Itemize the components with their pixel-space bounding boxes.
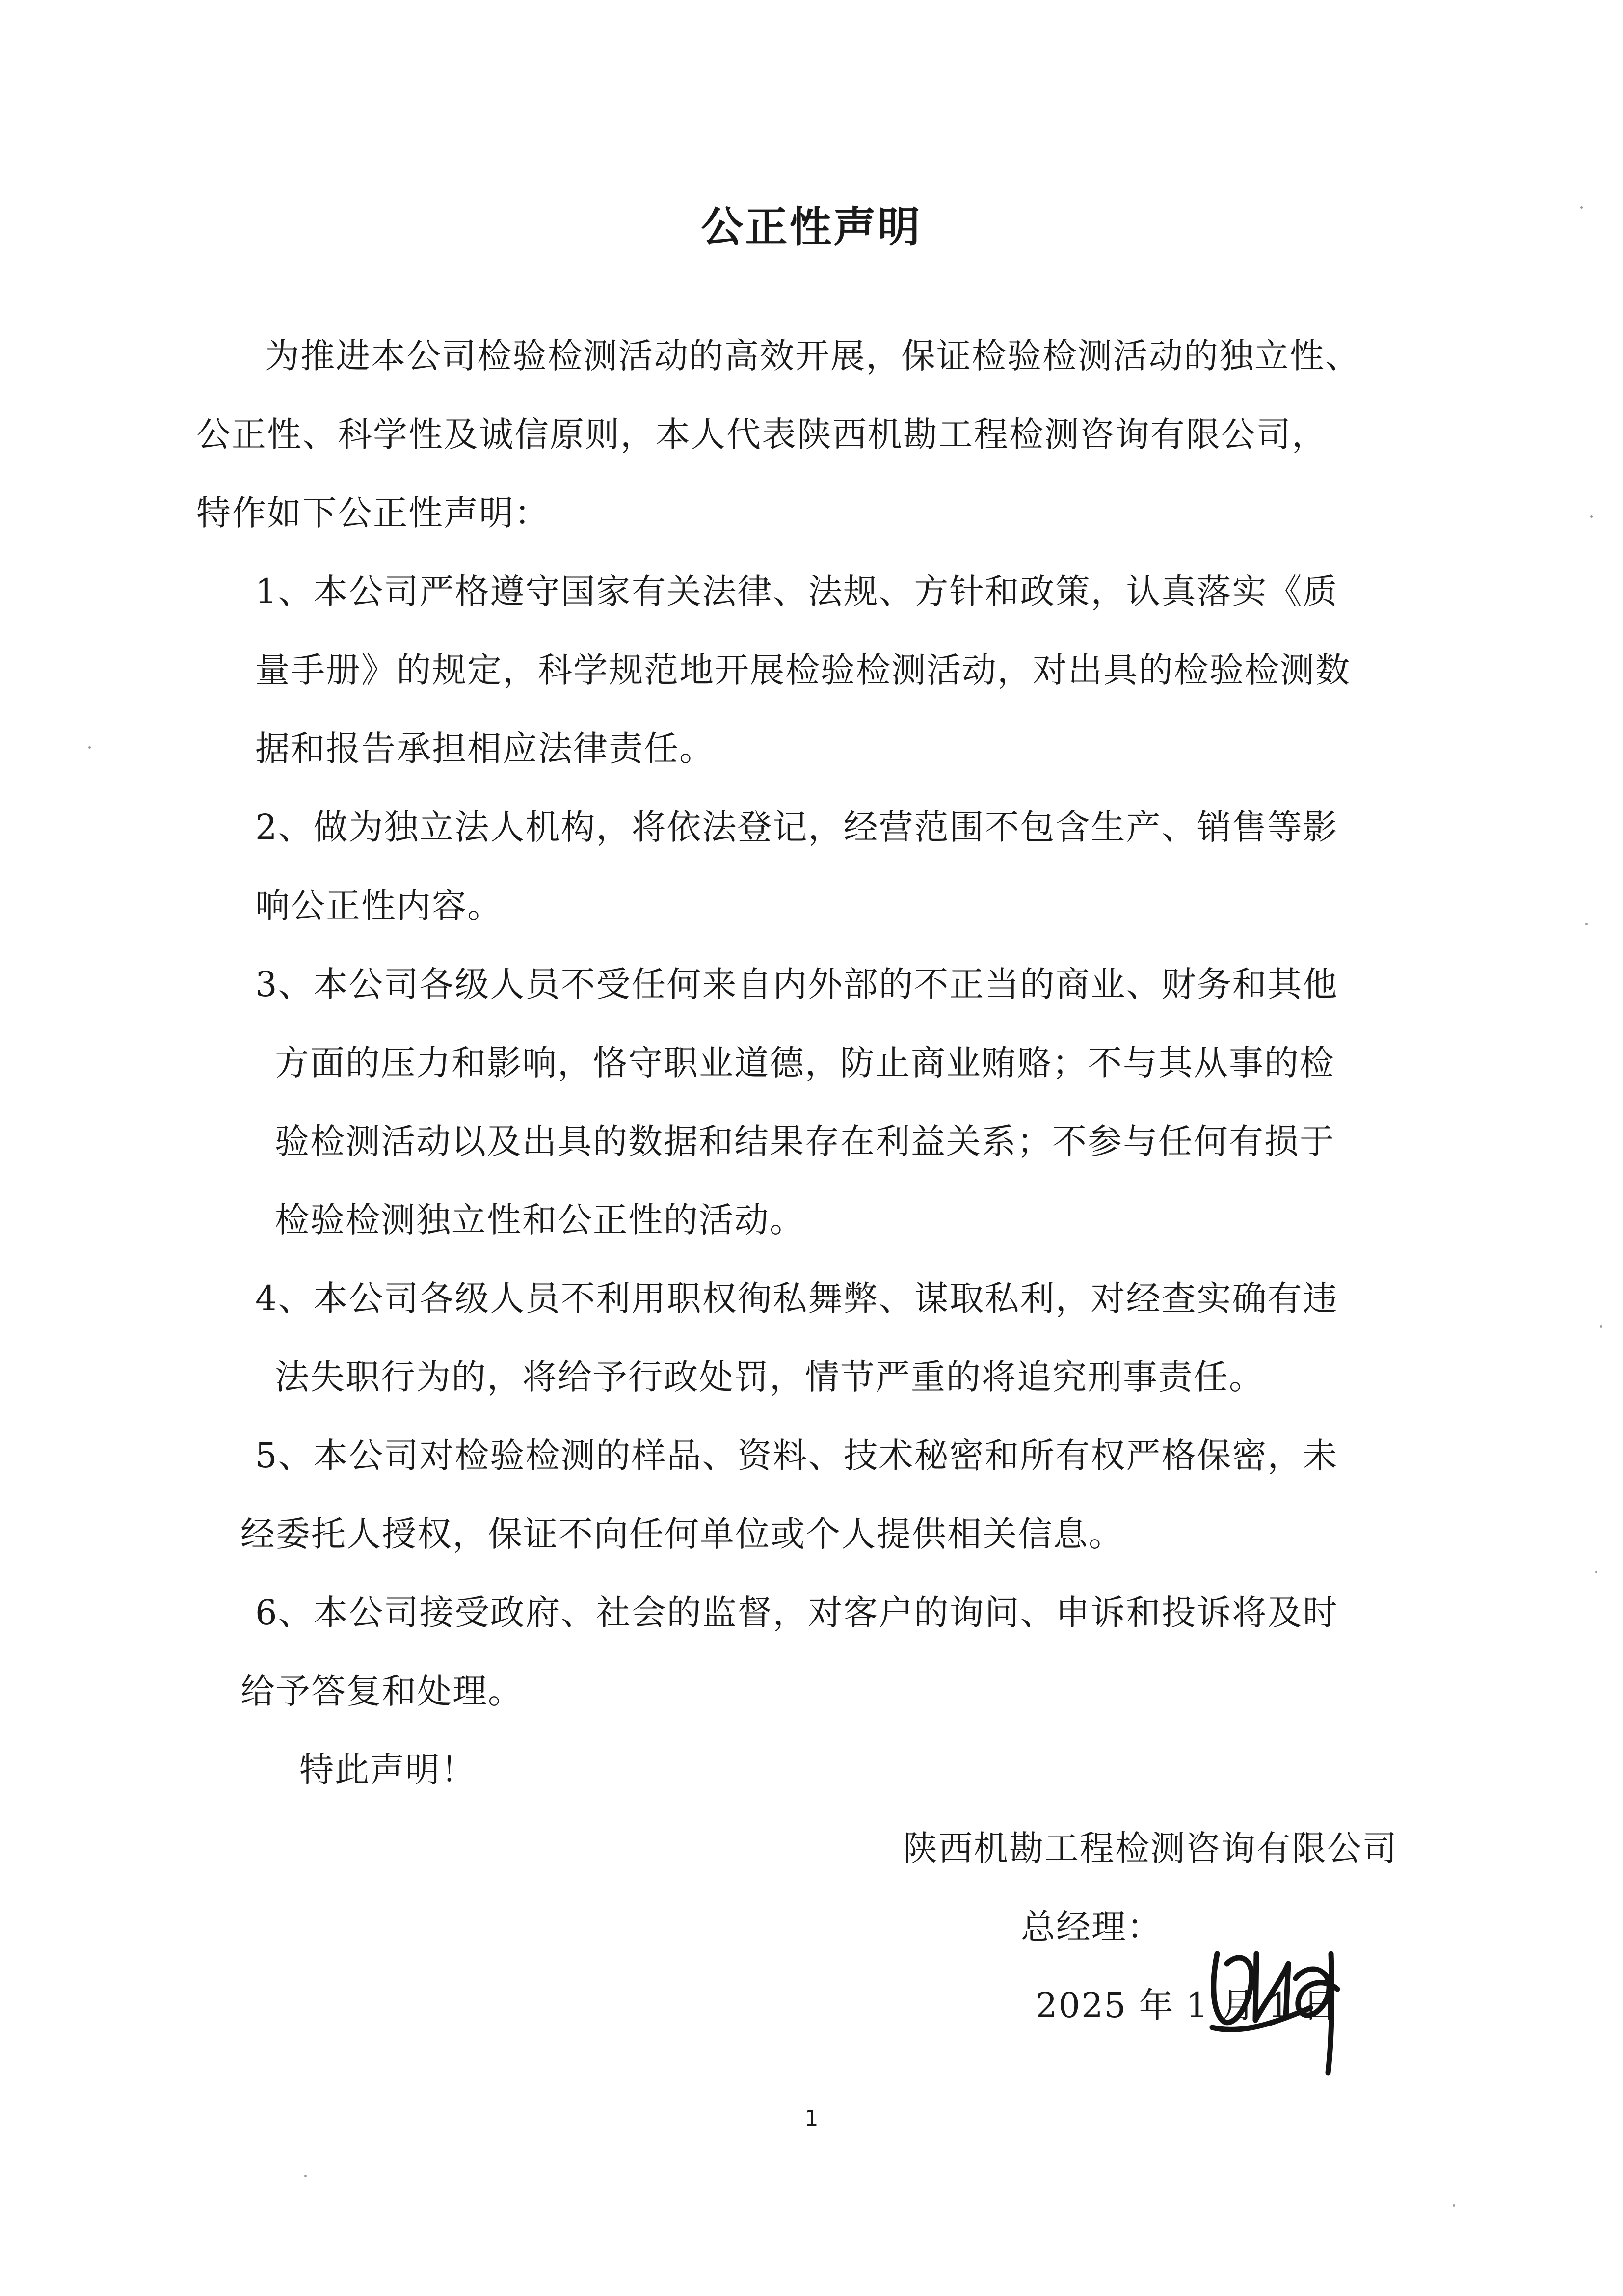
item-4-line-2: 法失职行为的，将给予行政处罚，情节严重的将追究刑事责任。 bbox=[275, 1357, 1264, 1397]
item-3-line-3: 验检测活动以及出具的数据和结果存在利益关系；不参与任何有损于 bbox=[275, 1121, 1335, 1162]
item-3-line-4: 检验检测独立性和公正性的活动。 bbox=[275, 1200, 805, 1240]
item-6-line-2: 给予答复和处理。 bbox=[240, 1671, 523, 1711]
scan-speck bbox=[1590, 515, 1593, 518]
item-1-line-1: 1、本公司严格遵守国家有关法律、法规、方针和政策，认真落实《质 bbox=[255, 571, 1338, 612]
item-5-line-2: 经委托人授权，保证不向任何单位或个人提供相关信息。 bbox=[240, 1514, 1124, 1554]
closing-statement: 特此声明！ bbox=[299, 1750, 476, 1790]
scan-speck bbox=[1595, 1571, 1597, 1573]
item-4-line-1: 4、本公司各级人员不利用职权徇私舞弊、谋取私利，对经查实确有违 bbox=[255, 1278, 1338, 1319]
item-3-line-1: 3、本公司各级人员不受任何来自内外部的不正当的商业、财务和其他 bbox=[255, 964, 1338, 1004]
signer-label: 总经理： bbox=[1021, 1907, 1162, 1947]
body-line-1: 为推进本公司检验检测活动的高效开展，保证检验检测活动的独立性、 bbox=[265, 336, 1360, 376]
item-1-line-2: 量手册》的规定，科学规范地开展检验检测活动，对出具的检验检测数 bbox=[255, 650, 1351, 690]
item-2-line-2: 响公正性内容。 bbox=[255, 886, 503, 926]
scan-speck bbox=[304, 2175, 307, 2177]
scan-speck bbox=[1453, 2204, 1455, 2207]
item-3-line-2: 方面的压力和影响，恪守职业道德，防止商业贿赂；不与其从事的检 bbox=[275, 1043, 1335, 1083]
body-line-3: 特作如下公正性声明： bbox=[196, 493, 550, 533]
company-name: 陕西机勘工程检测咨询有限公司 bbox=[903, 1828, 1398, 1868]
item-2-line-1: 2、做为独立法人机构，将依法登记，经营范围不包含生产、销售等影 bbox=[255, 807, 1338, 847]
document-title: 公正性声明 bbox=[701, 202, 922, 252]
scan-speck bbox=[1580, 206, 1583, 209]
item-6-line-1: 6、本公司接受政府、社会的监督，对客户的询问、申诉和投诉将及时 bbox=[255, 1593, 1338, 1633]
body-line-2: 公正性、科学性及诚信原则，本人代表陕西机勘工程检测咨询有限公司， bbox=[196, 414, 1327, 455]
signature-date: 2025 年 1 月 1 日 bbox=[1036, 1985, 1338, 2026]
scan-speck bbox=[88, 746, 91, 749]
page-number: 1 bbox=[804, 2106, 819, 2131]
scan-speck bbox=[1600, 1325, 1602, 1328]
item-5-line-1: 5、本公司对检验检测的样品、资料、技术秘密和所有权严格保密，未 bbox=[255, 1435, 1338, 1476]
handwritten-signature bbox=[1197, 1934, 1364, 2081]
scan-speck bbox=[1585, 923, 1588, 925]
item-1-line-3: 据和报告承担相应法律责任。 bbox=[255, 729, 715, 769]
